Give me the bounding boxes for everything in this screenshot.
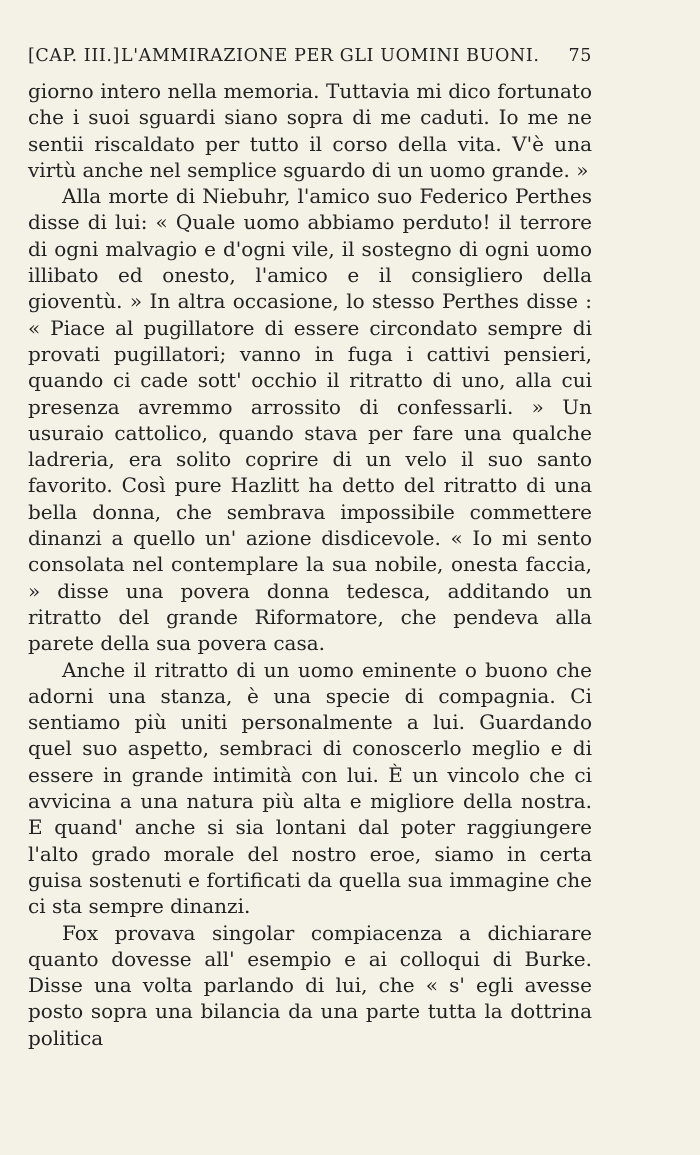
paragraph: Anche il ritratto di un uomo eminente o buono che adorni una stanza, è una specie di compagnia. Ci sentiamo più uniti personalmente a lui. Guardando quel suo aspetto, sembraci di conoscerlo meglio e di essere in grande intimità con lui. È un vincolo che ci avvicina a una natura più alta e migliore della nostra. E quand' anche si sia lontani dal poter raggiungere l'alto grado morale del nostro eroe, siamo in certa guisa sostenuti e fortificati da quella sua immagine che ci sta sempre dinanzi. (28, 657, 592, 919)
page-number: 75 (568, 46, 592, 66)
paragraph: Fox provava singolar compiacenza a dichiarare quanto dovesse all' esempio e ai colloqui di Burke. Disse una volta parlando di lui, che « s' egli avesse posto sopra una bilancia da una parte tutta la dottrina politica (28, 920, 592, 1050)
body-text (28, 78, 592, 1051)
running-header (28, 46, 592, 66)
paragraph-continued: giorno intero nella memoria. Tuttavia mi dico fortunato che i suoi sguardi siano sopra di me caduti. Io me ne sentii riscaldato per tutto il corso della vita. V'è una virtù anche nel semplice sguardo di un uomo grande. » (28, 79, 592, 182)
running-title: L'AMMIRAZIONE PER GLI UOMINI BUONI. (120, 46, 540, 66)
paragraph: Alla morte di Niebuhr, l'amico suo Federico Perthes disse di lui: « Quale uomo abbiamo perduto! il terrore di ogni malvagio e d'ogni vile, il sostegno di ogni uomo illibato ed onesto, l'amico e il consigliero della gioventù. » In altra occasione, lo stesso Perthes disse : « Piace al pugillatore di essere circondato sempre di provati pugillatori; vanno in fuga i cattivi pensieri, quando ci cade sott' occhio il ritratto di uno, alla cui presenza avremmo arrossito di confessarli. » Un usuraio cattolico, quando stava per fare una qualche ladreria, era solito coprire di un velo il suo santo favorito. Così pure Hazlitt ha detto del ritratto di una bella donna, che sembrava impossibile commettere dinanzi a quello un' azione disdicevole. « Io mi sento consolata nel contemplare la sua nobile, onesta faccia, » disse una povera donna tedesca, additando un ritratto del grande Riformatore, che pendeva alla parete della sua povera casa. (28, 184, 592, 656)
chapter-label: [CAP. III.] (28, 46, 120, 66)
